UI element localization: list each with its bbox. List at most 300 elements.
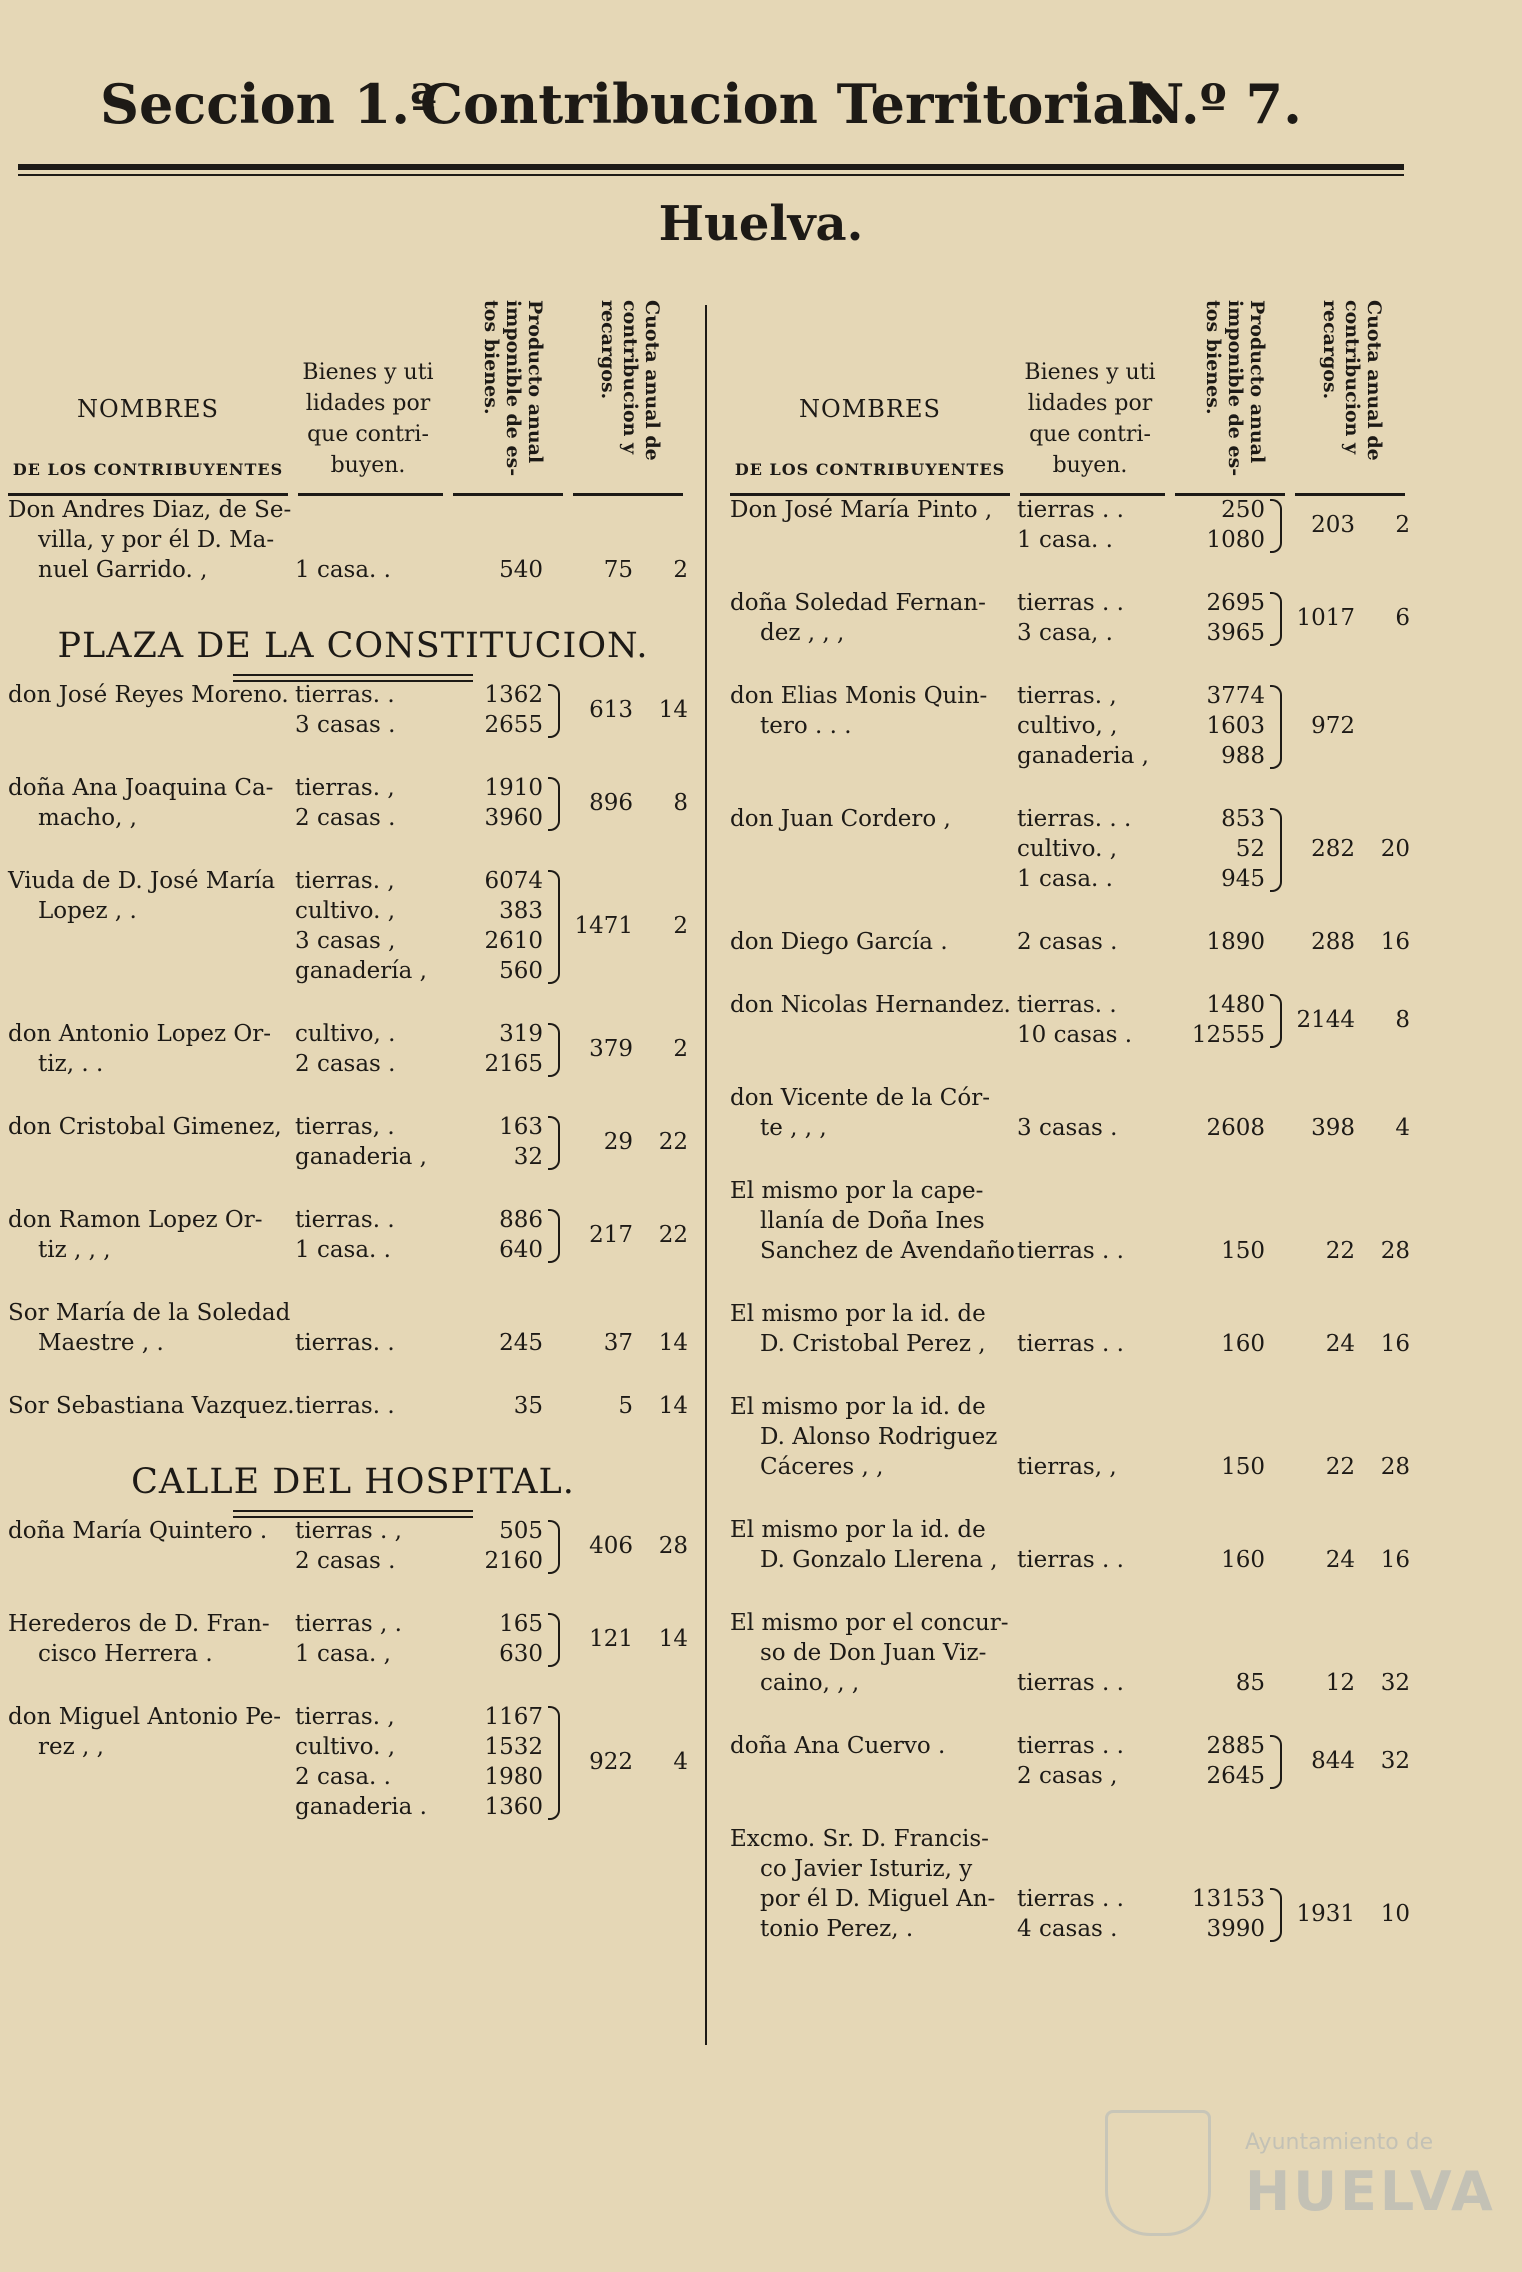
property-item: 4 casas . bbox=[1017, 1916, 1118, 1942]
product-value: 6074 bbox=[484, 868, 543, 894]
name-line: don Juan Cordero , bbox=[730, 806, 951, 832]
property-item: tierras. , bbox=[295, 868, 395, 894]
name-line: Don José María Pinto , bbox=[730, 497, 993, 523]
taxable-product bbox=[1180, 1329, 1265, 1359]
property-list bbox=[295, 773, 465, 833]
name-line: don Diego García . bbox=[730, 929, 948, 955]
header-rule-thin bbox=[18, 174, 1404, 176]
name-line: El mismo por la cape- bbox=[730, 1178, 984, 1204]
property-item: tierras. . bbox=[1017, 992, 1117, 1018]
header-nombres: NOMBRES bbox=[77, 395, 219, 423]
name-line: El mismo por la id. de bbox=[730, 1517, 986, 1543]
contributor-name bbox=[8, 1516, 298, 1546]
property-item: tierras. . bbox=[295, 1330, 395, 1356]
section-label: Seccion 1.ª bbox=[100, 72, 437, 136]
place-title: Huelva. bbox=[658, 196, 864, 252]
product-value: 3960 bbox=[484, 805, 543, 831]
quota-fraction: 8 bbox=[673, 790, 688, 816]
name-line: macho, , bbox=[38, 805, 137, 831]
quota-amount: 75 bbox=[603, 557, 633, 583]
street-name: PLAZA DE LA CONSTITUCION. bbox=[57, 626, 649, 666]
name-line: tonio Perez, . bbox=[760, 1916, 914, 1942]
product-value: 3990 bbox=[1206, 1916, 1265, 1942]
quota-amount: 24 bbox=[1325, 1547, 1355, 1573]
name-line: tero . . . bbox=[760, 713, 852, 739]
contributor-name bbox=[8, 495, 298, 585]
property-item: tierras . . bbox=[1017, 497, 1124, 523]
property-item: cultivo. , bbox=[1017, 836, 1118, 862]
product-value: 1532 bbox=[484, 1734, 543, 1760]
name-line: D. Cristobal Perez , bbox=[760, 1331, 986, 1357]
table-row bbox=[8, 1516, 698, 1576]
product-value: 165 bbox=[499, 1611, 543, 1637]
product-value: 1167 bbox=[484, 1704, 543, 1730]
contributor-name bbox=[8, 1112, 298, 1142]
property-item: ganadería , bbox=[295, 958, 427, 984]
property-item: 2 casa. . bbox=[295, 1764, 391, 1790]
quota-fraction: 4 bbox=[673, 1749, 688, 1775]
product-value: 2608 bbox=[1206, 1115, 1265, 1141]
name-line: don Cristobal Gimenez, bbox=[8, 1114, 282, 1140]
quota-amount: 22 bbox=[1325, 1454, 1355, 1480]
product-value: 160 bbox=[1221, 1331, 1265, 1357]
property-item: ganaderia , bbox=[295, 1144, 427, 1170]
quota-fraction: 22 bbox=[658, 1222, 688, 1248]
property-list bbox=[295, 680, 465, 740]
taxable-product bbox=[1180, 804, 1265, 894]
quota-amount: 972 bbox=[1311, 713, 1355, 739]
name-line: so de Don Juan Viz- bbox=[760, 1640, 987, 1666]
property-item: 2 casas . bbox=[295, 1548, 396, 1574]
product-value: 150 bbox=[1221, 1238, 1265, 1264]
quota-amount: 37 bbox=[603, 1330, 633, 1356]
property-item: tierras. . bbox=[295, 1393, 395, 1419]
quota-fraction: 14 bbox=[658, 1393, 688, 1419]
contributor-name bbox=[730, 1299, 1020, 1359]
product-value: 35 bbox=[513, 1393, 543, 1419]
name-line: tiz , , , bbox=[38, 1237, 111, 1263]
product-value: 1362 bbox=[484, 682, 543, 708]
product-value: 1603 bbox=[1206, 713, 1265, 739]
property-item: 10 casas . bbox=[1017, 1022, 1133, 1048]
taxable-product bbox=[458, 1019, 543, 1079]
property-list bbox=[1017, 990, 1187, 1050]
product-value: 1910 bbox=[484, 775, 543, 801]
taxable-product bbox=[458, 555, 543, 585]
taxable-product bbox=[1180, 1731, 1265, 1791]
taxable-product bbox=[458, 1516, 543, 1576]
product-value: 2655 bbox=[484, 712, 543, 738]
property-item: tierras . . bbox=[1017, 1238, 1124, 1264]
name-line: te , , , bbox=[760, 1115, 827, 1141]
quota-fraction: 2 bbox=[673, 913, 688, 939]
contributor-name bbox=[730, 1608, 1020, 1698]
contributor-name bbox=[8, 866, 298, 926]
property-item: tierras. , bbox=[1017, 683, 1117, 709]
property-item: 1 casa. , bbox=[295, 1641, 391, 1667]
name-line: D. Alonso Rodriguez bbox=[760, 1424, 998, 1450]
name-line: nuel Garrido. , bbox=[38, 557, 208, 583]
taxable-product bbox=[458, 1112, 543, 1172]
quota-fraction: 14 bbox=[658, 1626, 688, 1652]
name-line: El mismo por la id. de bbox=[730, 1301, 986, 1327]
property-item: 2 casas . bbox=[1017, 929, 1118, 955]
contributor-name bbox=[730, 1392, 1020, 1482]
right-entries bbox=[730, 495, 1420, 1944]
table-row bbox=[8, 773, 698, 833]
contributor-name bbox=[8, 773, 298, 833]
property-item: tierras. . bbox=[295, 1207, 395, 1233]
taxable-product bbox=[458, 866, 543, 986]
property-list bbox=[295, 1391, 465, 1421]
product-value: 163 bbox=[499, 1114, 543, 1140]
page-title: Contribucion Territorial. bbox=[420, 72, 1167, 136]
taxable-product bbox=[1180, 1236, 1265, 1266]
quota-fraction: 2 bbox=[673, 1036, 688, 1062]
table-row bbox=[730, 495, 1420, 555]
taxable-product bbox=[1180, 1452, 1265, 1482]
table-row bbox=[8, 1298, 698, 1358]
table-row bbox=[730, 990, 1420, 1050]
name-line: don Miguel Antonio Pe- bbox=[8, 1704, 282, 1730]
column-divider bbox=[705, 305, 707, 2045]
contributor-name bbox=[730, 990, 1020, 1020]
name-line: rez , , bbox=[38, 1734, 104, 1760]
quota-fraction: 4 bbox=[1395, 1115, 1410, 1141]
name-line: Lopez , . bbox=[38, 898, 137, 924]
property-list bbox=[295, 1516, 465, 1576]
property-list bbox=[1017, 1236, 1187, 1266]
product-value: 150 bbox=[1221, 1454, 1265, 1480]
contributor-name bbox=[730, 1083, 1020, 1143]
property-list bbox=[1017, 1113, 1187, 1143]
contributor-name bbox=[8, 1298, 298, 1358]
contributor-name bbox=[730, 1176, 1020, 1266]
property-item: tierras . . bbox=[1017, 590, 1124, 616]
left-column bbox=[8, 295, 698, 1855]
name-line: don Vicente de la Cór- bbox=[730, 1085, 990, 1111]
product-value: 640 bbox=[499, 1237, 543, 1263]
name-line: Maestre , . bbox=[38, 1330, 164, 1356]
product-value: 2160 bbox=[484, 1548, 543, 1574]
name-line: don Elias Monis Quin- bbox=[730, 683, 988, 709]
quota-amount: 288 bbox=[1311, 929, 1355, 955]
quota-fraction: 14 bbox=[658, 697, 688, 723]
left-entries bbox=[8, 495, 698, 1822]
quota-amount: 922 bbox=[589, 1749, 633, 1775]
property-list bbox=[1017, 927, 1187, 957]
property-item: tierras . . bbox=[1017, 1886, 1124, 1912]
property-item: tierras. , bbox=[295, 1704, 395, 1730]
property-item: 3 casas . bbox=[295, 712, 396, 738]
property-list bbox=[1017, 1545, 1187, 1575]
product-value: 52 bbox=[1235, 836, 1265, 862]
property-item: tierras. . bbox=[295, 682, 395, 708]
taxable-product bbox=[1180, 1113, 1265, 1143]
property-item: 2 casas . bbox=[295, 805, 396, 831]
quota-amount: 379 bbox=[589, 1036, 633, 1062]
name-line: don Nicolas Hernandez. bbox=[730, 992, 1011, 1018]
product-value: 1360 bbox=[484, 1794, 543, 1820]
table-row bbox=[730, 1392, 1420, 1482]
header-cuota: Cuota anual de contribucion y recargos. bbox=[597, 300, 663, 461]
product-value: 2645 bbox=[1206, 1763, 1265, 1789]
watermark-line2: HUELVA bbox=[1245, 2160, 1496, 2223]
quota-fraction: 8 bbox=[1395, 1007, 1410, 1033]
product-value: 853 bbox=[1221, 806, 1265, 832]
quota-fraction: 20 bbox=[1380, 836, 1410, 862]
taxable-product bbox=[1180, 1884, 1265, 1944]
name-line: villa, y por él D. Ma- bbox=[38, 527, 275, 553]
header-cuota: Cuota anual de contribucion y recargos. bbox=[1319, 300, 1385, 461]
watermark-line1: Ayuntamiento de bbox=[1245, 2130, 1434, 2155]
contributor-name bbox=[730, 1824, 1020, 1944]
table-row bbox=[730, 681, 1420, 771]
property-item: 1 casa. . bbox=[1017, 527, 1113, 553]
name-line: caino, , , bbox=[760, 1670, 860, 1696]
property-item: 3 casas . bbox=[1017, 1115, 1118, 1141]
taxable-product bbox=[1180, 588, 1265, 648]
product-value: 1890 bbox=[1206, 929, 1265, 955]
property-item: cultivo, , bbox=[1017, 713, 1118, 739]
quota-amount: 406 bbox=[589, 1533, 633, 1559]
name-line: don Ramon Lopez Or- bbox=[8, 1207, 263, 1233]
property-item: cultivo, . bbox=[295, 1021, 396, 1047]
right-column bbox=[730, 295, 1420, 1977]
coat-of-arms-icon bbox=[1105, 2110, 1211, 2236]
product-value: 12555 bbox=[1191, 1022, 1265, 1048]
contributor-name bbox=[8, 680, 298, 710]
quota-fraction: 28 bbox=[1380, 1238, 1410, 1264]
taxable-product bbox=[1180, 927, 1265, 957]
quota-amount: 217 bbox=[589, 1222, 633, 1248]
property-item: 1 casa. . bbox=[295, 557, 391, 583]
name-line: Herederos de D. Fran- bbox=[8, 1611, 270, 1637]
property-item: tierras . . bbox=[1017, 1670, 1124, 1696]
name-line: Cáceres , , bbox=[760, 1454, 884, 1480]
street-heading bbox=[8, 1454, 698, 1516]
street-name: CALLE DEL HOSPITAL. bbox=[131, 1462, 575, 1502]
product-value: 630 bbox=[499, 1641, 543, 1667]
quota-amount: 896 bbox=[589, 790, 633, 816]
taxable-product bbox=[458, 1702, 543, 1822]
product-value: 32 bbox=[513, 1144, 543, 1170]
taxable-product bbox=[458, 1609, 543, 1669]
property-item: 1 casa. . bbox=[295, 1237, 391, 1263]
product-value: 2610 bbox=[484, 928, 543, 954]
name-line: Viuda de D. José María bbox=[8, 868, 276, 894]
product-value: 540 bbox=[499, 557, 543, 583]
quota-fraction: 32 bbox=[1380, 1748, 1410, 1774]
taxable-product bbox=[1180, 1545, 1265, 1575]
product-value: 3965 bbox=[1206, 620, 1265, 646]
table-row bbox=[8, 680, 698, 740]
quota-amount: 282 bbox=[1311, 836, 1355, 862]
property-item: 2 casas , bbox=[1017, 1763, 1118, 1789]
quota-amount: 1931 bbox=[1296, 1901, 1355, 1927]
property-list bbox=[295, 1702, 465, 1822]
taxable-product bbox=[458, 1205, 543, 1265]
property-list bbox=[295, 1609, 465, 1669]
quota-fraction: 28 bbox=[1380, 1454, 1410, 1480]
property-item: tierras . , bbox=[295, 1518, 402, 1544]
property-item: tierras. . . bbox=[1017, 806, 1132, 832]
header-producto: Producto anual imponible de es- tos bienes. bbox=[1202, 300, 1268, 477]
name-line: Excmo. Sr. D. Francis- bbox=[730, 1826, 989, 1852]
taxable-product bbox=[1180, 495, 1265, 555]
quota-fraction: 16 bbox=[1380, 1331, 1410, 1357]
property-item: ganaderia . bbox=[295, 1794, 427, 1820]
property-list bbox=[295, 1112, 465, 1172]
header-contribuyentes: DE LOS CONTRIBUYENTES bbox=[734, 460, 1006, 479]
contributor-name bbox=[8, 1702, 298, 1762]
property-list bbox=[295, 1205, 465, 1265]
property-item: 3 casas , bbox=[295, 928, 396, 954]
table-row bbox=[730, 1731, 1420, 1791]
property-item: tierras , . bbox=[295, 1611, 402, 1637]
quota-amount: 398 bbox=[1311, 1115, 1355, 1141]
property-list bbox=[295, 1019, 465, 1079]
name-line: doña Ana Cuervo . bbox=[730, 1733, 946, 1759]
name-line: Don Andres Diaz, de Se- bbox=[8, 497, 292, 523]
street-rule bbox=[233, 674, 473, 676]
product-value: 886 bbox=[499, 1207, 543, 1233]
contributor-name bbox=[730, 804, 1020, 834]
taxable-product bbox=[458, 680, 543, 740]
property-list bbox=[1017, 1731, 1187, 1791]
contributor-name bbox=[8, 1609, 298, 1669]
property-item: ganaderia , bbox=[1017, 743, 1149, 769]
name-line: doña María Quintero . bbox=[8, 1518, 268, 1544]
property-item: tierras . . bbox=[1017, 1547, 1124, 1573]
name-line: llanía de Doña Ines bbox=[760, 1208, 985, 1234]
name-line: doña Soledad Fernan- bbox=[730, 590, 986, 616]
header-producto: Producto anual imponible de es- tos bienes. bbox=[480, 300, 546, 477]
name-line: tiz, . . bbox=[38, 1051, 104, 1077]
quota-amount: 2144 bbox=[1296, 1007, 1355, 1033]
property-list bbox=[1017, 1329, 1187, 1359]
quota-amount: 613 bbox=[589, 697, 633, 723]
name-line: Sor María de la Soledad bbox=[8, 1300, 291, 1326]
property-list bbox=[1017, 495, 1187, 555]
name-line: El mismo por la id. de bbox=[730, 1394, 986, 1420]
quota-fraction: 28 bbox=[658, 1533, 688, 1559]
property-list bbox=[1017, 1668, 1187, 1698]
taxable-product bbox=[458, 1391, 543, 1421]
table-header bbox=[8, 295, 698, 495]
quota-fraction: 6 bbox=[1395, 605, 1410, 631]
table-row bbox=[730, 1515, 1420, 1575]
property-item: cultivo. , bbox=[295, 898, 396, 924]
quota-fraction: 2 bbox=[673, 557, 688, 583]
contributor-name bbox=[730, 681, 1020, 741]
quota-fraction: 14 bbox=[658, 1330, 688, 1356]
table-row bbox=[8, 495, 698, 585]
taxable-product bbox=[1180, 1668, 1265, 1698]
header-contribuyentes: DE LOS CONTRIBUYENTES bbox=[12, 460, 284, 479]
quota-amount: 203 bbox=[1311, 512, 1355, 538]
property-item: 1 casa. . bbox=[1017, 866, 1113, 892]
quota-amount: 12 bbox=[1325, 1670, 1355, 1696]
table-row bbox=[730, 1824, 1420, 1944]
name-line: cisco Herrera . bbox=[38, 1641, 213, 1667]
contributor-name bbox=[8, 1205, 298, 1265]
product-value: 2885 bbox=[1206, 1733, 1265, 1759]
header-bienes: Bienes y uti lidades por que contri- buyen. bbox=[302, 360, 434, 478]
property-list bbox=[1017, 681, 1187, 771]
table-row bbox=[730, 1608, 1420, 1698]
quota-amount: 29 bbox=[603, 1129, 633, 1155]
quota-amount: 1017 bbox=[1296, 605, 1355, 631]
table-row bbox=[730, 1083, 1420, 1143]
table-row bbox=[730, 588, 1420, 648]
property-item: cultivo. , bbox=[295, 1734, 396, 1760]
table-row bbox=[730, 927, 1420, 957]
product-value: 319 bbox=[499, 1021, 543, 1047]
header-bienes: Bienes y uti lidades por que contri- buyen. bbox=[1024, 360, 1156, 478]
product-value: 945 bbox=[1221, 866, 1265, 892]
name-line: Sor Sebastiana Vazquez. bbox=[8, 1393, 295, 1419]
header-nombres: NOMBRES bbox=[799, 395, 941, 423]
table-row bbox=[8, 1609, 698, 1669]
quota-fraction: 16 bbox=[1380, 1547, 1410, 1573]
product-value: 383 bbox=[499, 898, 543, 924]
property-item: tierras, . bbox=[295, 1114, 395, 1140]
name-line: dez , , , bbox=[760, 620, 845, 646]
name-line: don Antonio Lopez Or- bbox=[8, 1021, 272, 1047]
street-heading bbox=[8, 618, 698, 680]
property-list bbox=[1017, 588, 1187, 648]
table-row bbox=[730, 1299, 1420, 1359]
quota-fraction: 22 bbox=[658, 1129, 688, 1155]
quota-fraction: 16 bbox=[1380, 929, 1410, 955]
property-item: tierras, , bbox=[1017, 1454, 1117, 1480]
table-header bbox=[730, 295, 1420, 495]
table-row bbox=[8, 1112, 698, 1172]
table-row bbox=[730, 804, 1420, 894]
name-line: El mismo por el concur- bbox=[730, 1610, 1009, 1636]
product-value: 160 bbox=[1221, 1547, 1265, 1573]
product-value: 13153 bbox=[1191, 1886, 1265, 1912]
property-item: 2 casas . bbox=[295, 1051, 396, 1077]
table-row bbox=[8, 1019, 698, 1079]
page-header bbox=[0, 72, 1522, 152]
property-list bbox=[1017, 1884, 1187, 1944]
quota-amount: 844 bbox=[1311, 1748, 1355, 1774]
page-number: N.º 7. bbox=[1135, 72, 1302, 136]
taxable-product bbox=[1180, 681, 1265, 771]
product-value: 3774 bbox=[1206, 683, 1265, 709]
product-value: 245 bbox=[499, 1330, 543, 1356]
product-value: 505 bbox=[499, 1518, 543, 1544]
name-line: co Javier Isturiz, y bbox=[760, 1856, 973, 1882]
product-value: 988 bbox=[1221, 743, 1265, 769]
table-row bbox=[8, 1205, 698, 1265]
product-value: 250 bbox=[1221, 497, 1265, 523]
property-list bbox=[295, 555, 465, 585]
contributor-name bbox=[8, 1391, 298, 1421]
product-value: 2695 bbox=[1206, 590, 1265, 616]
property-list bbox=[1017, 1452, 1187, 1482]
product-value: 1980 bbox=[484, 1764, 543, 1790]
table-row bbox=[8, 1702, 698, 1822]
taxable-product bbox=[458, 1328, 543, 1358]
property-item: tierras . . bbox=[1017, 1733, 1124, 1759]
quota-amount: 22 bbox=[1325, 1238, 1355, 1264]
contributor-name bbox=[730, 1731, 1020, 1761]
product-value: 560 bbox=[499, 958, 543, 984]
table-row bbox=[730, 1176, 1420, 1266]
